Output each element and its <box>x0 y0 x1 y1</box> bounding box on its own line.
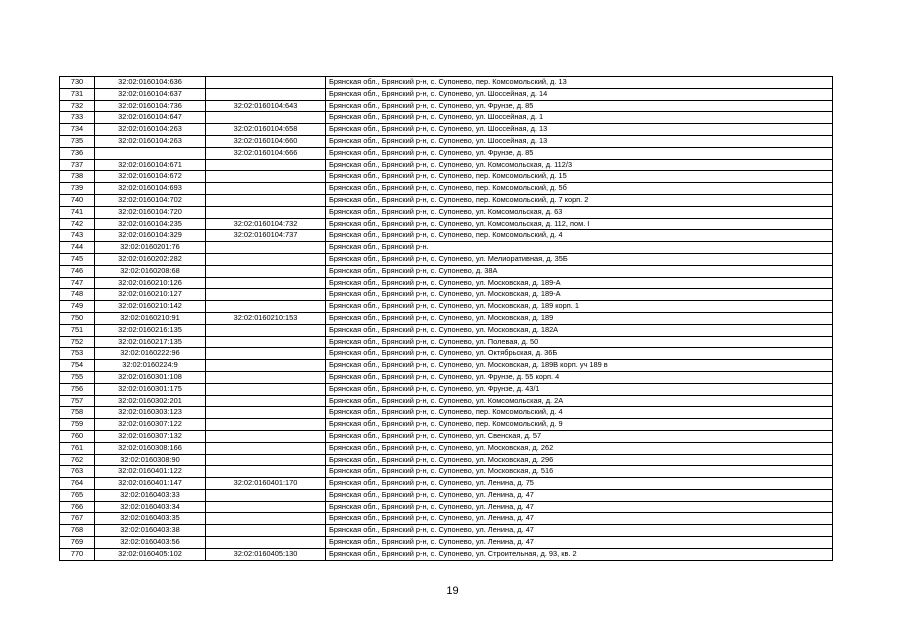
cadastral-number-cell: 32:02:0160405:102 <box>95 548 206 560</box>
cadastral-number-cell: 32:02:0160308:90 <box>95 454 206 466</box>
linked-cadastral-number-cell <box>206 171 326 183</box>
linked-cadastral-number-cell <box>206 265 326 277</box>
cadastral-number-cell: 32:02:0160403:38 <box>95 525 206 537</box>
row-number-cell: 767 <box>60 513 95 525</box>
row-number-cell: 758 <box>60 407 95 419</box>
row-number-cell: 740 <box>60 194 95 206</box>
cadastral-number-cell: 32:02:0160104:720 <box>95 206 206 218</box>
row-number-cell: 735 <box>60 135 95 147</box>
table-row <box>60 360 833 372</box>
cadastral-number-cell: 32:02:0160302:201 <box>95 395 206 407</box>
cadastral-number-cell: 32:02:0160403:35 <box>95 513 206 525</box>
table-row <box>60 312 833 324</box>
table-row <box>60 383 833 395</box>
row-number-cell: 763 <box>60 466 95 478</box>
cadastral-number-cell: 32:02:0160307:122 <box>95 419 206 431</box>
address-cell: Брянская обл., Брянский р-н, с. Супонево, ул. Московская, д. 189-А <box>326 289 833 301</box>
cadastral-number-cell: 32:02:0160403:33 <box>95 489 206 501</box>
address-cell: Брянская обл., Брянский р-н, с. Супонево, ул. Московская, д. 516 <box>326 466 833 478</box>
address-cell: Брянская обл., Брянский р-н, с. Супонево, ул. Октябрьская, д. 36Б <box>326 348 833 360</box>
row-number-cell: 761 <box>60 442 95 454</box>
table-row <box>60 395 833 407</box>
cadastral-number-cell: 32:02:0160210:91 <box>95 312 206 324</box>
table-row <box>60 489 833 501</box>
linked-cadastral-number-cell <box>206 407 326 419</box>
address-cell: Брянская обл., Брянский р-н, с. Супонево, д. 38А <box>326 265 833 277</box>
cadastral-number-cell: 32:02:0160308:166 <box>95 442 206 454</box>
address-cell: Брянская обл., Брянский р-н, с. Супонево, ул. Московская, д. 262 <box>326 442 833 454</box>
table-row <box>60 466 833 478</box>
table-row <box>60 501 833 513</box>
row-number-cell: 739 <box>60 183 95 195</box>
address-cell: Брянская обл., Брянский р-н, с. Супонево, ул. Полевая, д. 50 <box>326 336 833 348</box>
row-number-cell: 764 <box>60 478 95 490</box>
address-cell: Брянская обл., Брянский р-н, с. Супонево, ул. Мелиоративная, д. 35Б <box>326 253 833 265</box>
table-row <box>60 454 833 466</box>
linked-cadastral-number-cell <box>206 112 326 124</box>
linked-cadastral-number-cell <box>206 324 326 336</box>
linked-cadastral-number-cell <box>206 277 326 289</box>
linked-cadastral-number-cell <box>206 183 326 195</box>
cadastral-number-cell: 32:02:0160104:672 <box>95 171 206 183</box>
cadastral-number-cell: 32:02:0160104:263 <box>95 135 206 147</box>
linked-cadastral-number-cell <box>206 348 326 360</box>
cadastral-number-cell: 32:02:0160104:702 <box>95 194 206 206</box>
linked-cadastral-number-cell <box>206 371 326 383</box>
property-table <box>59 76 833 561</box>
linked-cadastral-number-cell <box>206 442 326 454</box>
linked-cadastral-number-cell <box>206 537 326 549</box>
table-row <box>60 253 833 265</box>
address-cell: Брянская обл., Брянский р-н, с. Супонево, пер. Комсомольский, д. 5б <box>326 183 833 195</box>
row-number-cell: 765 <box>60 489 95 501</box>
address-cell: Брянская обл., Брянский р-н, с. Супонево, ул. Фрунзе, д. 55 корп. 4 <box>326 371 833 383</box>
address-cell: Брянская обл., Брянский р-н, с. Супонево, пер. Комсомольский, д. 7 корп. 2 <box>326 194 833 206</box>
row-number-cell: 750 <box>60 312 95 324</box>
row-number-cell: 766 <box>60 501 95 513</box>
row-number-cell: 756 <box>60 383 95 395</box>
table-row <box>60 548 833 560</box>
address-cell: Брянская обл., Брянский р-н, с. Супонево, ул. Ленина, д. 47 <box>326 525 833 537</box>
linked-cadastral-number-cell: 32:02:0160104:643 <box>206 100 326 112</box>
linked-cadastral-number-cell <box>206 206 326 218</box>
address-cell: Брянская обл., Брянский р-н, с. Супонево, ул. Ленина, д. 75 <box>326 478 833 490</box>
cadastral-number-cell: 32:02:0160307:132 <box>95 430 206 442</box>
address-cell: Брянская обл., Брянский р-н, с. Супонево, ул. Строительная, д. 93, кв. 2 <box>326 548 833 560</box>
table-row <box>60 301 833 313</box>
row-number-cell: 760 <box>60 430 95 442</box>
address-cell: Брянская обл., Брянский р-н, с. Супонево, ул. Московская, д. 189В корп. уч 189 в <box>326 360 833 372</box>
linked-cadastral-number-cell <box>206 489 326 501</box>
cadastral-number-cell: 32:02:0160224:9 <box>95 360 206 372</box>
row-number-cell: 754 <box>60 360 95 372</box>
linked-cadastral-number-cell <box>206 466 326 478</box>
cadastral-number-cell: 32:02:0160216:135 <box>95 324 206 336</box>
row-number-cell: 730 <box>60 77 95 89</box>
address-cell: Брянская обл., Брянский р-н. <box>326 242 833 254</box>
linked-cadastral-number-cell <box>206 159 326 171</box>
row-number-cell: 769 <box>60 537 95 549</box>
table-row <box>60 430 833 442</box>
linked-cadastral-number-cell: 32:02:0160405:130 <box>206 548 326 560</box>
table-row <box>60 159 833 171</box>
linked-cadastral-number-cell <box>206 289 326 301</box>
address-cell: Брянская обл., Брянский р-н, с. Супонево, ул. Московская, д. 189-А <box>326 277 833 289</box>
address-cell: Брянская обл., Брянский р-н, с. Супонево, ул. Шоссейная, д. 13 <box>326 135 833 147</box>
row-number-cell: 748 <box>60 289 95 301</box>
address-cell: Брянская обл., Брянский р-н, с. Супонево, пер. Комсомольский, д. 4 <box>326 407 833 419</box>
table-row <box>60 147 833 159</box>
address-cell: Брянская обл., Брянский р-н, с. Супонево, ул. Ленина, д. 47 <box>326 501 833 513</box>
table-row <box>60 324 833 336</box>
cadastral-number-cell: 32:02:0160210:127 <box>95 289 206 301</box>
row-number-cell: 741 <box>60 206 95 218</box>
table-row <box>60 218 833 230</box>
table-row <box>60 371 833 383</box>
table-row <box>60 513 833 525</box>
cadastral-number-cell: 32:02:0160401:122 <box>95 466 206 478</box>
cadastral-number-cell: 32:02:0160201:76 <box>95 242 206 254</box>
address-cell: Брянская обл., Брянский р-н, с. Супонево, пер. Комсомольский, д. 4 <box>326 230 833 242</box>
row-number-cell: 770 <box>60 548 95 560</box>
cadastral-number-cell: 32:02:0160104:671 <box>95 159 206 171</box>
address-cell: Брянская обл., Брянский р-н, с. Супонево, ул. Шоссейная, д. 1 <box>326 112 833 124</box>
row-number-cell: 749 <box>60 301 95 313</box>
address-cell: Брянская обл., Брянский р-н, с. Супонево, ул. Шоссейная, д. 13 <box>326 124 833 136</box>
address-cell: Брянская обл., Брянский р-н, с. Супонево, пер. Комсомольский, д. 9 <box>326 419 833 431</box>
address-cell: Брянская обл., Брянский р-н, с. Супонево, ул. Ленина, д. 47 <box>326 537 833 549</box>
linked-cadastral-number-cell <box>206 194 326 206</box>
cadastral-number-cell: 32:02:0160401:147 <box>95 478 206 490</box>
row-number-cell: 744 <box>60 242 95 254</box>
address-cell: Брянская обл., Брянский р-н, с. Супонево, ул. Московская, д. 189 <box>326 312 833 324</box>
address-cell: Брянская обл., Брянский р-н, с. Супонево, ул. Фрунзе, д. 85 <box>326 147 833 159</box>
table-row <box>60 537 833 549</box>
linked-cadastral-number-cell: 32:02:0160210:153 <box>206 312 326 324</box>
address-cell: Брянская обл., Брянский р-н, с. Супонево, ул. Ленина, д. 47 <box>326 489 833 501</box>
row-number-cell: 742 <box>60 218 95 230</box>
row-number-cell: 732 <box>60 100 95 112</box>
cadastral-number-cell: 32:02:0160403:56 <box>95 537 206 549</box>
linked-cadastral-number-cell <box>206 77 326 89</box>
cadastral-number-cell: 32:02:0160210:126 <box>95 277 206 289</box>
cadastral-number-cell: 32:02:0160104:263 <box>95 124 206 136</box>
table-row <box>60 407 833 419</box>
row-number-cell: 746 <box>60 265 95 277</box>
table-row <box>60 183 833 195</box>
row-number-cell: 737 <box>60 159 95 171</box>
address-cell: Брянская обл., Брянский р-н, с. Супонево, ул. Московская, д. 189 корп. 1 <box>326 301 833 313</box>
cadastral-number-cell: 32:02:0160303:123 <box>95 407 206 419</box>
table-row <box>60 265 833 277</box>
row-number-cell: 743 <box>60 230 95 242</box>
table-row <box>60 336 833 348</box>
table-row <box>60 88 833 100</box>
linked-cadastral-number-cell <box>206 360 326 372</box>
linked-cadastral-number-cell <box>206 513 326 525</box>
table-row <box>60 442 833 454</box>
cadastral-number-cell: 32:02:0160301:108 <box>95 371 206 383</box>
address-cell: Брянская обл., Брянский р-н, с. Супонево, ул. Комсомольская, д. 112, пом. I <box>326 218 833 230</box>
row-number-cell: 762 <box>60 454 95 466</box>
linked-cadastral-number-cell <box>206 301 326 313</box>
table-row <box>60 289 833 301</box>
row-number-cell: 753 <box>60 348 95 360</box>
table-row <box>60 135 833 147</box>
linked-cadastral-number-cell <box>206 454 326 466</box>
table-row <box>60 419 833 431</box>
linked-cadastral-number-cell <box>206 430 326 442</box>
linked-cadastral-number-cell: 32:02:0160401:170 <box>206 478 326 490</box>
cadastral-number-cell: 32:02:0160104:235 <box>95 218 206 230</box>
table-row <box>60 77 833 89</box>
cadastral-number-cell: 32:02:0160104:693 <box>95 183 206 195</box>
linked-cadastral-number-cell <box>206 419 326 431</box>
table-row <box>60 124 833 136</box>
linked-cadastral-number-cell: 32:02:0160104:666 <box>206 147 326 159</box>
table-row <box>60 171 833 183</box>
cadastral-number-cell: 32:02:0160210:142 <box>95 301 206 313</box>
cadastral-number-cell: 32:02:0160222:96 <box>95 348 206 360</box>
cadastral-number-cell <box>95 147 206 159</box>
address-cell: Брянская обл., Брянский р-н, с. Супонево, ул. Свенская, д. 57 <box>326 430 833 442</box>
cadastral-number-cell: 32:02:0160104:647 <box>95 112 206 124</box>
address-cell: Брянская обл., Брянский р-н, с. Супонево, ул. Московская, д. 296 <box>326 454 833 466</box>
row-number-cell: 736 <box>60 147 95 159</box>
linked-cadastral-number-cell <box>206 253 326 265</box>
cadastral-number-cell: 32:02:0160104:736 <box>95 100 206 112</box>
linked-cadastral-number-cell: 32:02:0160104:658 <box>206 124 326 136</box>
cadastral-number-cell: 32:02:0160403:34 <box>95 501 206 513</box>
row-number-cell: 738 <box>60 171 95 183</box>
linked-cadastral-number-cell <box>206 336 326 348</box>
row-number-cell: 759 <box>60 419 95 431</box>
table-row <box>60 478 833 490</box>
table-row <box>60 525 833 537</box>
linked-cadastral-number-cell <box>206 242 326 254</box>
row-number-cell: 734 <box>60 124 95 136</box>
cadastral-number-cell: 32:02:0160217:135 <box>95 336 206 348</box>
row-number-cell: 745 <box>60 253 95 265</box>
address-cell: Брянская обл., Брянский р-н, с. Супонево, ул. Фрунзе, д. 85 <box>326 100 833 112</box>
row-number-cell: 751 <box>60 324 95 336</box>
table-row <box>60 112 833 124</box>
address-cell: Брянская обл., Брянский р-н, с. Супонево, ул. Шоссейная, д. 14 <box>326 88 833 100</box>
cadastral-number-cell: 32:02:0160104:636 <box>95 77 206 89</box>
address-cell: Брянская обл., Брянский р-н, с. Супонево, ул. Московская, д. 182А <box>326 324 833 336</box>
address-cell: Брянская обл., Брянский р-н, с. Супонево, пер. Комсомольский, д. 15 <box>326 171 833 183</box>
address-cell: Брянская обл., Брянский р-н, с. Супонево, пер. Комсомольский, д. 13 <box>326 77 833 89</box>
row-number-cell: 755 <box>60 371 95 383</box>
linked-cadastral-number-cell <box>206 88 326 100</box>
linked-cadastral-number-cell <box>206 501 326 513</box>
cadastral-number-cell: 32:02:0160202:282 <box>95 253 206 265</box>
table-row <box>60 277 833 289</box>
table-row <box>60 230 833 242</box>
table-row <box>60 100 833 112</box>
linked-cadastral-number-cell: 32:02:0160104:737 <box>206 230 326 242</box>
linked-cadastral-number-cell <box>206 525 326 537</box>
cadastral-number-cell: 32:02:0160104:329 <box>95 230 206 242</box>
linked-cadastral-number-cell <box>206 395 326 407</box>
table-row <box>60 348 833 360</box>
address-cell: Брянская обл., Брянский р-н, с. Супонево, ул. Фрунзе, д. 43/1 <box>326 383 833 395</box>
address-cell: Брянская обл., Брянский р-н, с. Супонево, ул. Комсомольская, д. 63 <box>326 206 833 218</box>
address-cell: Брянская обл., Брянский р-н, с. Супонево, ул. Комсомольская, д. 112/3 <box>326 159 833 171</box>
cadastral-number-cell: 32:02:0160301:175 <box>95 383 206 395</box>
table-row <box>60 206 833 218</box>
address-cell: Брянская обл., Брянский р-н, с. Супонево, ул. Комсомольская, д. 2А <box>326 395 833 407</box>
row-number-cell: 747 <box>60 277 95 289</box>
row-number-cell: 733 <box>60 112 95 124</box>
page-number: 19 <box>446 585 459 597</box>
row-number-cell: 757 <box>60 395 95 407</box>
row-number-cell: 752 <box>60 336 95 348</box>
table-body <box>60 77 833 561</box>
row-number-cell: 731 <box>60 88 95 100</box>
table-row <box>60 242 833 254</box>
address-cell: Брянская обл., Брянский р-н, с. Супонево, ул. Ленина, д. 47 <box>326 513 833 525</box>
table-row <box>60 194 833 206</box>
cadastral-number-cell: 32:02:0160104:637 <box>95 88 206 100</box>
linked-cadastral-number-cell <box>206 383 326 395</box>
cadastral-number-cell: 32:02:0160208:68 <box>95 265 206 277</box>
linked-cadastral-number-cell: 32:02:0160104:732 <box>206 218 326 230</box>
row-number-cell: 768 <box>60 525 95 537</box>
linked-cadastral-number-cell: 32:02:0160104:660 <box>206 135 326 147</box>
